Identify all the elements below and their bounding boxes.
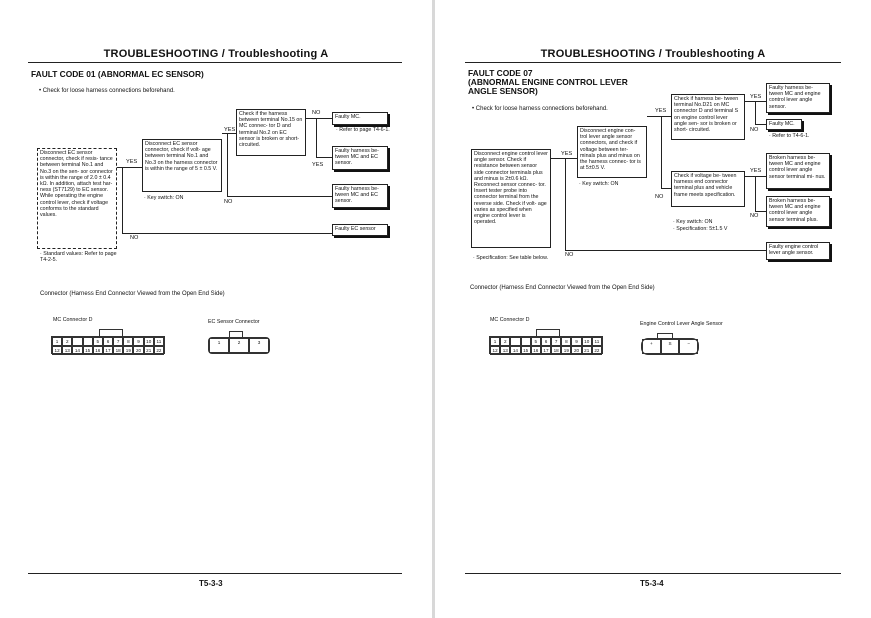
connector-pin	[72, 337, 82, 346]
start-step-note: · Specification: See table below.	[473, 255, 549, 261]
connector-pin: 22	[154, 346, 164, 355]
connector-pin: 12	[490, 346, 500, 355]
connector-pin: 19	[123, 346, 133, 355]
connector-pin: 22	[592, 346, 602, 355]
connector-pin: 10	[582, 337, 592, 346]
connector-pin: 17	[541, 346, 551, 355]
connector-pin: 3	[249, 338, 269, 353]
connector-pin	[83, 337, 93, 346]
connector-pin: 8	[561, 337, 571, 346]
flow-line	[306, 118, 332, 119]
connector-pin: 2	[229, 338, 249, 353]
result-faulty-lever-sensor: Faulty engine control lever angle sensor.	[766, 242, 830, 260]
no-label: NO	[750, 213, 759, 219]
flow-line	[661, 188, 671, 189]
page-header: TROUBLESHOOTING / Troubleshooting A	[540, 48, 766, 60]
connector-pin: 7	[551, 337, 561, 346]
connector-pin: 2	[500, 337, 510, 346]
result-mc-note: · Refer to T4-6-1.	[769, 133, 810, 139]
connector-pin: 16	[531, 346, 541, 355]
connector-pin: 18	[551, 346, 561, 355]
yes-label: YES	[561, 151, 573, 157]
connector-pin: 12	[52, 346, 62, 355]
connector-pin	[521, 337, 531, 346]
flow-line	[647, 116, 671, 117]
check-note: • Check for loose harness connections beforehand.	[39, 88, 175, 94]
result-harness-mc-sensor: Faulty harness be- tween MC and engine control lever angle sensor.	[766, 83, 830, 113]
fault-title-line1: FAULT CODE 07	[468, 68, 533, 78]
footer-rule	[28, 573, 402, 574]
flow-line	[755, 124, 766, 125]
connector-pin: −	[679, 339, 698, 354]
lever-connector-label: Engine Control Lever Angle Sensor	[640, 321, 723, 327]
connector-pin: 13	[500, 346, 510, 355]
connector-pin: +	[642, 339, 661, 354]
yes-label: YES	[224, 127, 236, 133]
connector-pin	[510, 337, 520, 346]
ec-connector-label: EC Sensor Connector	[208, 319, 260, 325]
fault-title-line3: ANGLE SENSOR)	[468, 86, 538, 96]
mc-connector-label: MC Connector D	[53, 317, 93, 323]
connector-pin: 21	[144, 346, 154, 355]
page-number: T5-3-4	[640, 579, 664, 588]
header-rule	[465, 62, 841, 63]
left-page	[0, 0, 432, 618]
connector-pin: 2	[62, 337, 72, 346]
mid-step-note: · Key switch: ON	[579, 181, 619, 187]
result-mc-note: · Refer to page T4-6-1.	[336, 127, 390, 133]
voltage-step-box: Check if voltage be- tween harness end connector terminal plus and vehicle frame meets specification.	[671, 171, 745, 207]
flow-line	[122, 233, 332, 234]
connector-pin: 6	[541, 337, 551, 346]
flow-line	[316, 118, 317, 158]
flow-line	[755, 101, 756, 125]
right-page	[435, 0, 871, 618]
connector-pin: 11	[154, 337, 164, 346]
result-harness-1: Faulty harness be- tween MC and EC sensor.	[332, 146, 388, 170]
flow-line	[755, 211, 766, 212]
connector-pin: S	[661, 339, 680, 354]
connector-pin: 20	[571, 346, 581, 355]
connector-pin: 17	[103, 346, 113, 355]
connector-pin: 6	[103, 337, 113, 346]
connector-pin: 1	[490, 337, 500, 346]
result-broken-plus: Broken harness be- tween MC and engine control lever angle sensor terminal plus.	[766, 196, 830, 227]
result-faulty-mc: Faulty MC.	[332, 112, 388, 125]
no-label: NO	[655, 194, 664, 200]
connector-pin: 15	[521, 346, 531, 355]
no-label: NO	[224, 199, 233, 205]
no-label: NO	[130, 235, 139, 241]
connector-pin: 9	[571, 337, 581, 346]
start-step-note: · Standard values: Refer to page T4-2-5.	[40, 251, 117, 264]
connector-pin: 14	[510, 346, 520, 355]
flow-line	[117, 167, 142, 168]
connector-pin: 15	[83, 346, 93, 355]
flow-line	[227, 133, 228, 196]
page-number: T5-3-3	[199, 579, 223, 588]
connector-pin: 5	[93, 337, 103, 346]
connector-pin: 14	[72, 346, 82, 355]
connector-pin: 1	[209, 338, 229, 353]
lever-connector-diagram	[641, 338, 699, 355]
check-note: • Check for loose harness connections beforehand.	[472, 106, 608, 112]
flow-line	[755, 176, 756, 211]
result-faulty-mc: Faulty MC.	[766, 119, 802, 130]
connector-pin: 8	[123, 337, 133, 346]
flow-line	[551, 158, 577, 159]
voltage-step-note: · Specification: 5±1.5 V	[673, 226, 728, 232]
connector-pin: 13	[62, 346, 72, 355]
flow-line	[661, 116, 662, 189]
flow-line	[227, 196, 332, 197]
flow-line	[316, 157, 332, 158]
start-step-box: Disconnect engine control lever angle sensor. Check if resistance between sensor side connector terminals plus and minus is 2±0.6 kΩ. Reconnect sensor connec- tor. Insert tester probe into connector terminal from the reverse side. Check if volt- age varies as specified when engine control lever is operated.	[471, 149, 551, 248]
page-header: TROUBLESHOOTING / Troubleshooting A	[103, 48, 329, 60]
header-rule	[28, 62, 402, 63]
connector-pin: 5	[531, 337, 541, 346]
flow-line	[565, 158, 566, 250]
mc-connector-diagram	[51, 336, 165, 354]
mid-step-box: Disconnect EC sensor connector, check if volt- age between terminal No.1 and No.3 on the harness connector is within the range of 5 ± 0.5 V.	[142, 139, 222, 192]
top-step-box: Check if the harness between terminal No.15 on MC connec- tor D and terminal No.2 on EC sensor is broken or short-circuited.	[236, 109, 306, 156]
yes-label: YES	[750, 94, 762, 100]
no-label: NO	[565, 252, 574, 258]
voltage-step-note: · Key switch: ON	[673, 219, 713, 225]
yes-label: YES	[312, 162, 324, 168]
yes-label: YES	[750, 168, 762, 174]
yes-label: YES	[655, 108, 667, 114]
mc-connector-diagram	[489, 336, 603, 354]
result-broken-minus: Broken harness be- tween MC and engine control lever angle sensor terminal mi- nus.	[766, 153, 830, 189]
connector-pin: 18	[113, 346, 123, 355]
connector-pin: 20	[133, 346, 143, 355]
flow-line	[565, 250, 766, 251]
connector-pin: 7	[113, 337, 123, 346]
connector-pin: 9	[133, 337, 143, 346]
fault-title: FAULT CODE 01 (ABNORMAL EC SENSOR)	[31, 69, 204, 79]
connector-pin: 16	[93, 346, 103, 355]
flow-line	[222, 133, 236, 134]
flow-line	[122, 167, 123, 234]
mid-step-note: · Key switch: ON	[144, 195, 184, 201]
top-step-box: Check if harness be- tween terminal No.D21 on MC connector D and terminal S on engine control lever angle sen- sor is broken or short- circuited.	[671, 94, 745, 140]
mc-connector-label: MC Connector D	[490, 317, 530, 323]
footer-rule	[465, 573, 841, 574]
no-label: NO	[750, 127, 759, 133]
result-harness-2: Faulty harness be- tween MC and EC sensor.	[332, 184, 388, 208]
ec-connector-diagram	[208, 337, 270, 354]
connector-pin: 19	[561, 346, 571, 355]
mid-step-box: Disconnect engine con- trol lever angle sensor connectors, and check if voltage between ter- minals plus and minus on the harness connec- tor is at 5±0.5 V.	[577, 126, 647, 178]
yes-label: YES	[126, 159, 138, 165]
connector-title: Connector (Harness End Connector Viewed from the Open End Side)	[40, 291, 225, 297]
connector-pin: 10	[144, 337, 154, 346]
connector-title: Connector (Harness End Connector Viewed from the Open End Side)	[470, 285, 655, 291]
result-faulty-ec-sensor: Faulty EC sensor	[332, 224, 388, 236]
no-label: NO	[312, 110, 321, 116]
connector-pin: 1	[52, 337, 62, 346]
fault-title-line2: (ABNORMAL ENGINE CONTROL LEVER	[468, 77, 628, 87]
connector-pin: 21	[582, 346, 592, 355]
connector-pin: 11	[592, 337, 602, 346]
start-step-box: Disconnect EC sensor connector, check if resis- tance between terminal No.1 and No.3 on the sen- sor connector is within the range of 2.0 ± 0.4 kΩ. In addition, attach test har- ness (ST7129) to EC sensor. While operating the engine control lever, check if voltage conforms to the standard values.	[37, 148, 117, 249]
